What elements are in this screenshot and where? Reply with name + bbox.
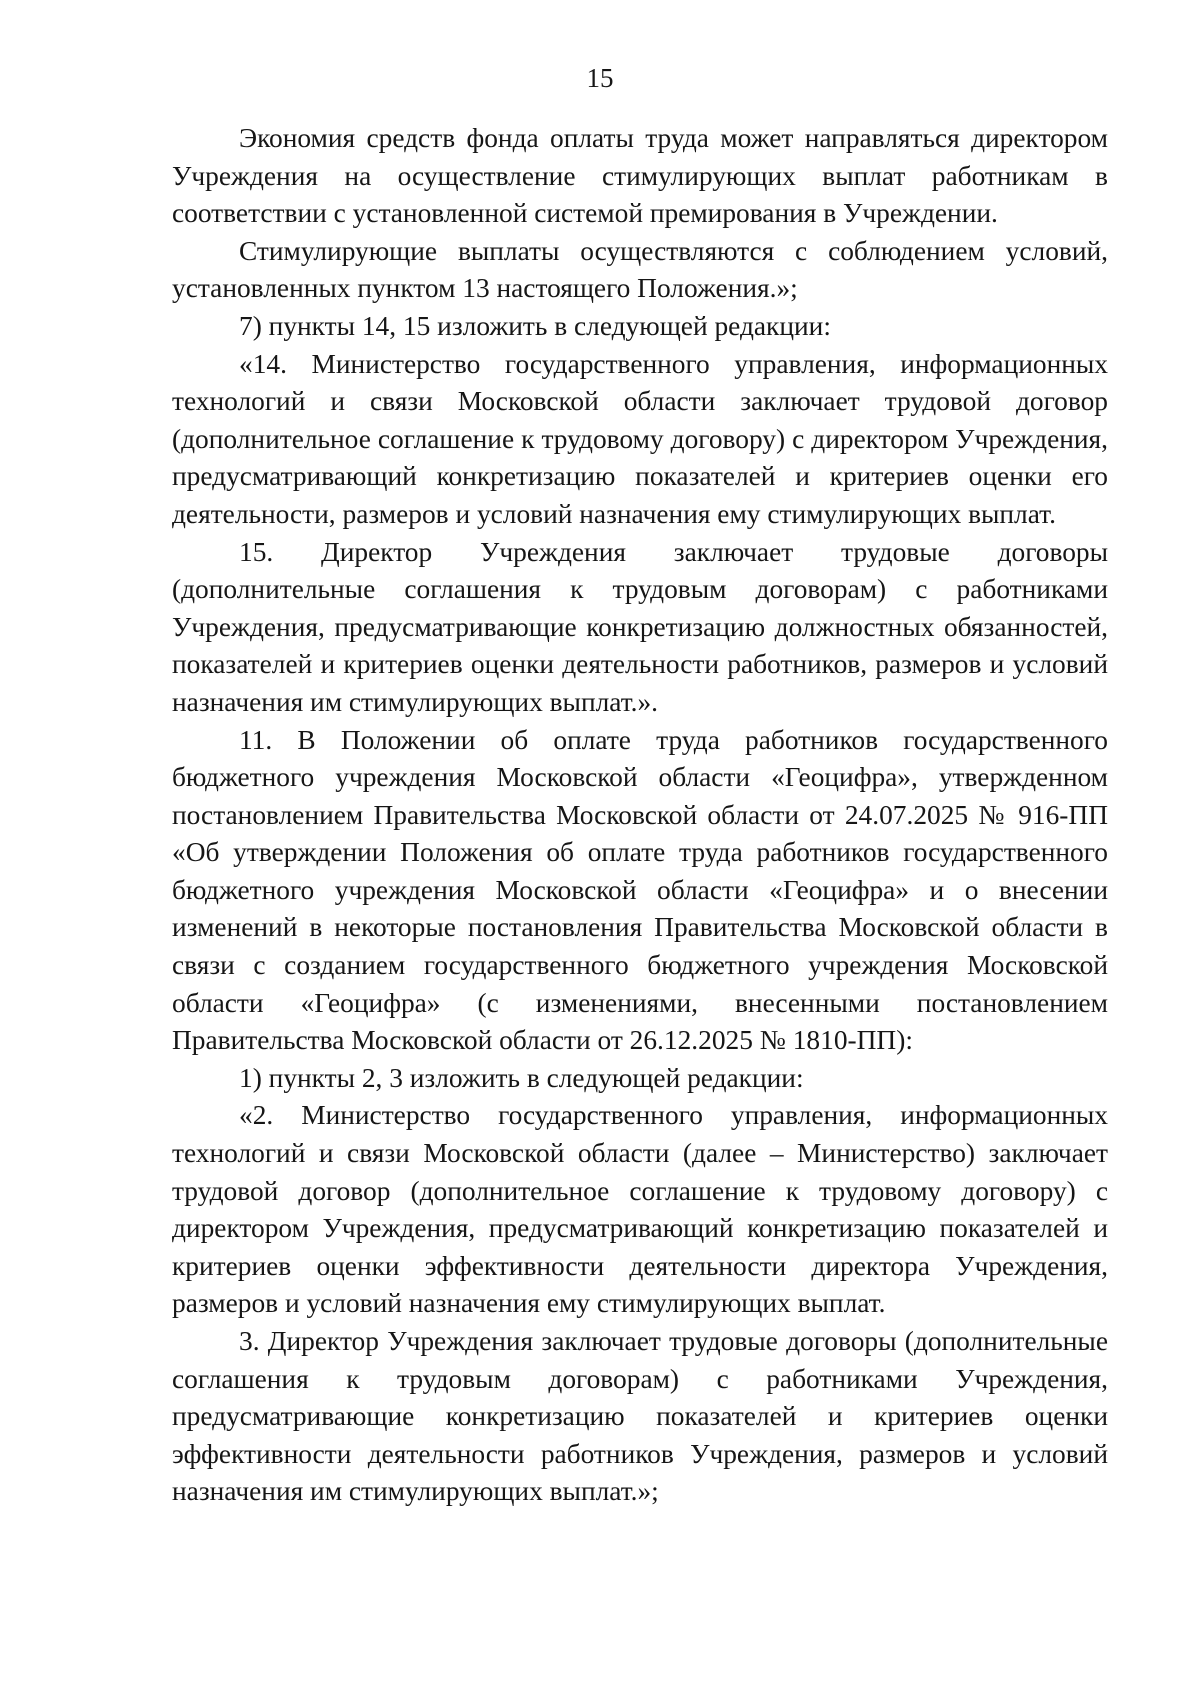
paragraph-point-15: 15. Директор Учреждения заключает трудовые договоры (дополнительные соглашения к трудовым договорам) с работниками Учреждения, предусматривающие конкретизацию должностных обязанностей, показателей и критериев оценки деятельности работников, размеров и условий назначения им стимулирующих выплат.». (172, 536, 1108, 717)
paragraph-incentive-conditions: Стимулирующие выплаты осуществляются с соблюдением условий, установленных пунктом 13 настоящего Положения.»; (172, 235, 1108, 304)
paragraph-item-1-intro: 1) пункты 2, 3 изложить в следующей редакции: (239, 1062, 804, 1093)
paragraph-point-14: «14. Министерство государственного управления, информационных технологий и связи Московской области заключает трудовой договор (дополнительное соглашение к трудовому договору) с директором Учреждения, предусматривающий конкретизацию показателей и критериев оценки его деятельности, размеров и условий назначения ему стимулирующих выплат. (172, 348, 1108, 529)
paragraph-fund-savings: Экономия средств фонда оплаты труда может направляться директором Учреждения на осуществление стимулирующих выплат работникам в соответствии с установленной системой премирования в Учреждении. (172, 123, 1108, 229)
paragraph-point-2: «2. Министерство государственного управления, информационных технологий и связи Московской области (далее – Министерство) заключает трудовой договор (дополнительное соглашение к трудовому договору) с директором Учреждения, предусматривающий конкретизацию показателей и критериев оценки эффективности деятельности директора Учреждения, размеров и условий назначения ему стимулирующих выплат. (172, 1100, 1108, 1319)
paragraph-item-7-intro: 7) пункты 14, 15 изложить в следующей редакции: (239, 310, 831, 341)
document-body (172, 120, 1108, 1511)
paragraph-point-3: 3. Директор Учреждения заключает трудовые договоры (дополнительные соглашения к трудовым договорам) с работниками Учреждения, предусматривающие конкретизацию показателей и критериев оценки эффективности деятельности работников Учреждения, размеров и условий назначения им стимулирующих выплат.»; (172, 1326, 1108, 1507)
page-number: 15 (586, 63, 614, 93)
paragraph-section-11: 11. В Положении об оплате труда работников государственного бюджетного учреждения Московской области «Геоцифра», утвержденном постановлением Правительства Московской области от 24.07.2025 № 916-ПП «Об утверждении Положения об оплате труда работников государственного бюджетного учреждения Московской области «Геоцифра» и о внесении изменений в некоторые постановления Правительства Московской области в связи с созданием государственного бюджетного учреждения Московской области «Геоцифра» (с изменениями, внесенными постановлением Правительства Московской области от 26.12.2025 № 1810-ПП): (172, 724, 1108, 1056)
